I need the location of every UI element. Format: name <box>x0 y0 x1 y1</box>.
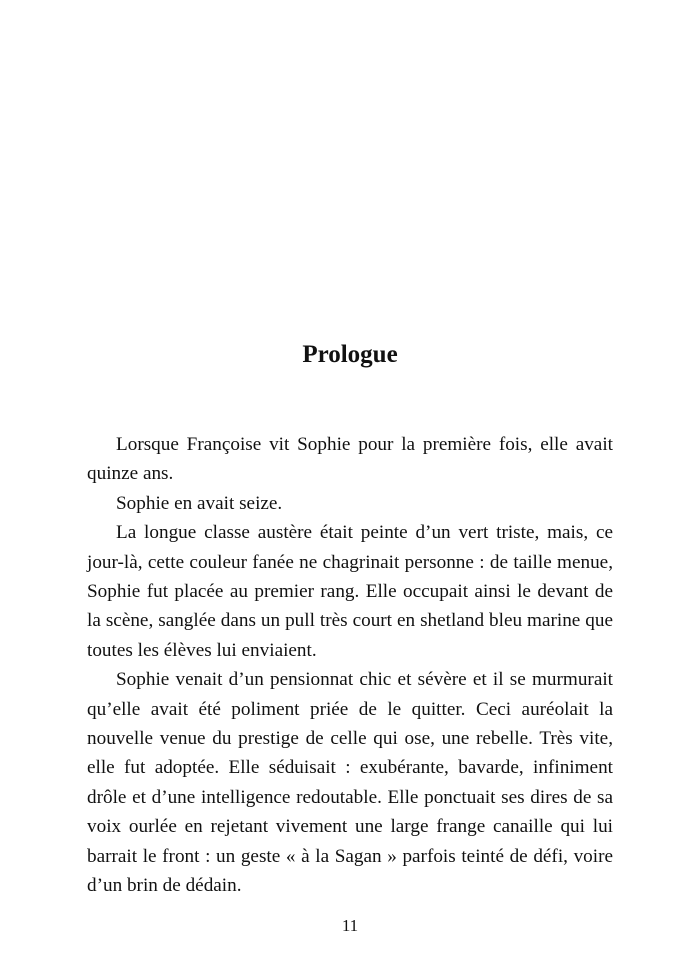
body-text <box>87 430 613 901</box>
paragraph: Sophie venait d’un pensionnat chic et sévère et il se murmurait qu’elle avait été poliment priée de le quitter. Ceci auréolait la nouvelle venue du prestige de celle qui ose, une rebelle. Très vite, elle fut adoptée. Elle séduisait : exubérante, bavarde, infiniment drôle et d’une intelligence redoutable. Elle ponctuait ses dires de sa voix ourlée en rejetant vivement une large frange canaille qui lui barrait le front : un geste « à la Sagan » parfois teinté de défi, voire d’un brin de dédain. <box>87 669 613 897</box>
paragraph: Lorsque Françoise vit Sophie pour la première fois, elle avait quinze ans. <box>87 434 613 485</box>
paragraph: Sophie en avait seize. <box>116 492 283 514</box>
page-number: 11 <box>341 916 359 935</box>
paragraph: La longue classe austère était peinte d’un vert triste, mais, ce jour-là, cette couleur fanée ne chagrinait personne : de taille menue, Sophie fut placée au premier rang. Elle occupait ainsi le devant de la scène, sanglée dans un pull très court en shetland bleu marine que toutes les élèves lui enviaient. <box>87 522 613 661</box>
chapter-title: Prologue <box>302 341 398 368</box>
